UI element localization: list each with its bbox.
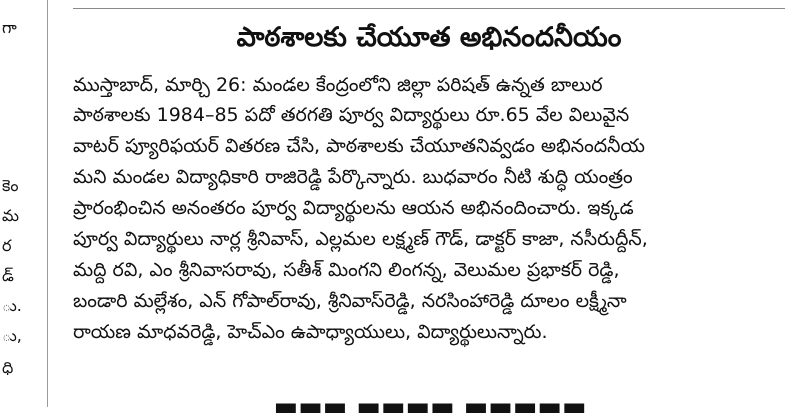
article-line: రాయణ మాధవరెడ్డి, హెచ్ఎం ఉపాధ్యాయులు, విద్యార్థులున్నారు.: [73, 321, 548, 343]
article-line: పూర్వ విద్యార్థులు నార్ల శ్రీనివాస్, ఎల్లమల లక్ష్మణ్ గౌడ్, డాక్టర్ కాజా, నసీరుద్దీన్,: [73, 228, 648, 250]
column-text-fragment: డ్: [2, 266, 14, 285]
column-text-fragment: కెం: [2, 176, 19, 195]
article-line: ప్రారంభించిన అనంతరం పూర్వ విద్యార్థులను ఆయన అభినందించారు. ఇక్కడ: [73, 197, 634, 219]
column-text-fragment: ర: [2, 236, 12, 255]
column-text-fragment: ు,: [2, 326, 22, 345]
adjacent-column-fragment: [0, 0, 40, 407]
article-line: వాటర్ ప్యూరిఫయర్ వితరణ చేసి, పాఠశాలకు చేయూతనివ్వడం అభినందనీయ: [73, 135, 645, 157]
article-line: బండారి మల్లేశం, ఎన్ గోపాల్‌రావు, శ్రీనివాస్‌రెడ్డి, నరసింహారెడ్డి దూలం లక్ష్మీనా: [73, 290, 627, 312]
column-text-fragment: ు.: [2, 296, 22, 315]
article-line: పాఠశాలకు 1984–85 పదో తరగతి పూర్వ విద్యార్థులు రూ.65 వేల విలువైన: [73, 104, 630, 126]
next-article-headline-cut: ▬▬▬ ▬▬▬▬ ▬▬▬▬▬: [273, 392, 587, 414]
top-divider: [73, 8, 785, 9]
column-text-fragment: గా: [2, 18, 17, 37]
article-line: ముస్తాబాద్, మార్చి 26: మండల కేంద్రంలోని జిల్లా పరిషత్ ఉన్నత బాలుర: [73, 74, 603, 96]
article-line: మద్ది రవి, ఎం శ్రీనివాసరావు, సతీశ్ మింగని లింగన్న, వెలుమల ప్రభాకర్ రెడ్డి,: [73, 259, 620, 281]
column-divider: [47, 0, 48, 407]
article-headline: పాఠశాలకు చేయూత అభినందనీయం: [236, 22, 622, 53]
column-text-fragment: మ: [2, 206, 19, 225]
column-text-fragment: ధి: [2, 358, 14, 377]
article-line: మని మండల విద్యాధికారి రాజిరెడ్డి పేర్కొన్నారు. బుధవారం నీటి శుద్ధి యంత్రం: [73, 166, 633, 188]
